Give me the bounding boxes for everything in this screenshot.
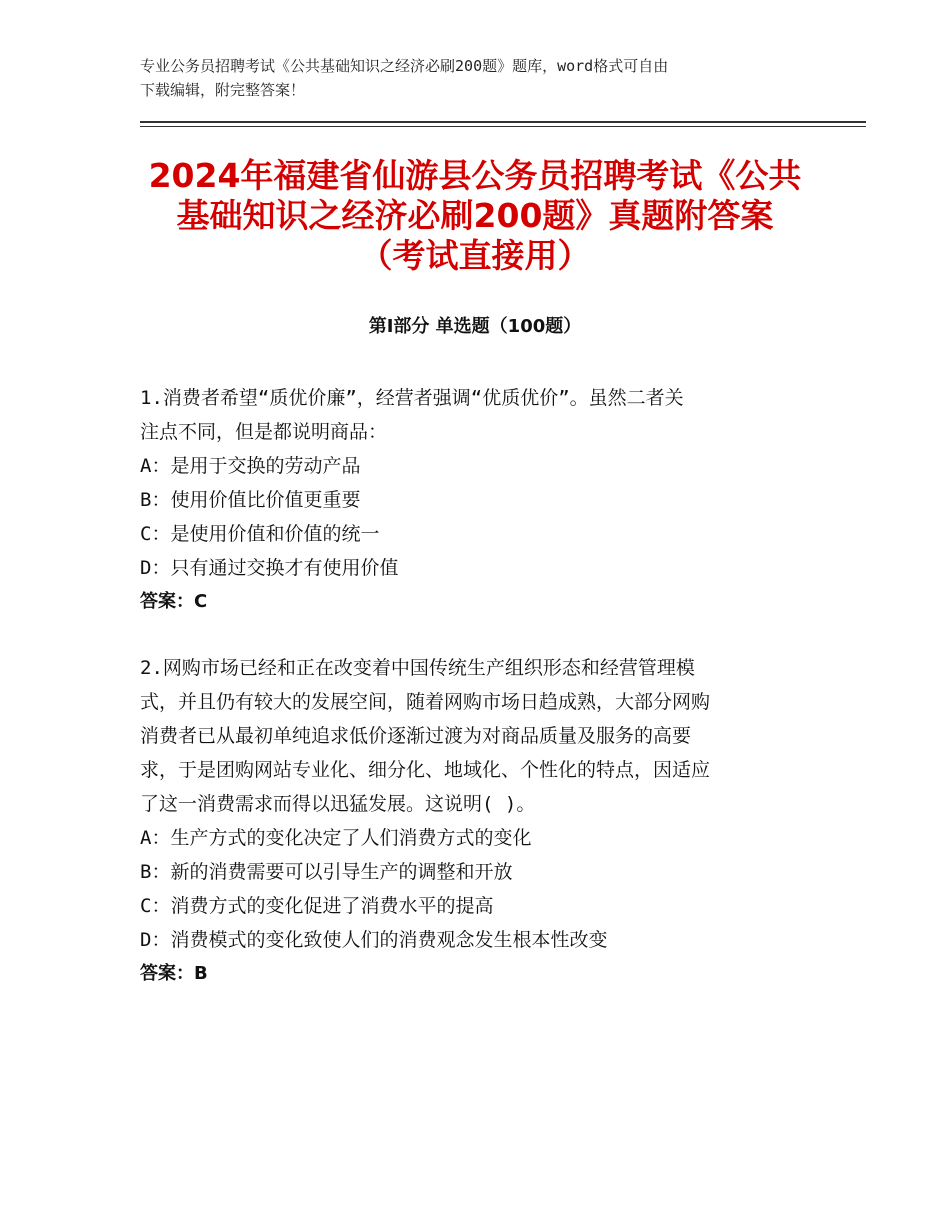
option-c: C：是使用价值和价值的统一 bbox=[140, 523, 380, 545]
option-d: D：消费模式的变化致使人们的消费观念发生根本性改变 bbox=[140, 929, 608, 951]
header-divider-thick bbox=[140, 121, 866, 123]
section-heading: 第Ⅰ部分 单选题（100题） bbox=[368, 316, 582, 337]
title-line-3: （考试直接用） bbox=[359, 236, 591, 275]
header-divider-thin bbox=[140, 126, 866, 127]
option-c: C：消费方式的变化促进了消费水平的提高 bbox=[140, 895, 494, 917]
option-b: B：新的消费需要可以引导生产的调整和开放 bbox=[140, 861, 513, 883]
title-line-1: 2024年福建省仙游县公务员招聘考试《公共 bbox=[148, 156, 802, 195]
title-line-2: 基础知识之经济必刷200题》真题附答案 bbox=[176, 196, 774, 235]
question-stem-line: 2.网购市场已经和正在改变着中国传统生产组织形态和经营管理模 bbox=[140, 657, 695, 679]
document-title bbox=[100, 156, 850, 276]
question-stem-line: 1.消费者希望“质优价廉”，经营者强调“优质优价”。虽然二者关 bbox=[140, 387, 684, 409]
document-header-note bbox=[140, 54, 820, 102]
header-note-line-2: 下载编辑，附完整答案！ bbox=[140, 81, 306, 99]
question-stem-line: 了这一消费需求而得以迅猛发展。这说明( )。 bbox=[140, 793, 536, 815]
question-1 bbox=[140, 381, 840, 619]
option-b: B：使用价值比价值更重要 bbox=[140, 489, 361, 511]
question-stem-line: 式，并且仍有较大的发展空间，随着网购市场日趋成熟，大部分网购 bbox=[140, 691, 711, 713]
question-stem-line: 注点不同，但是都说明商品： bbox=[140, 421, 388, 443]
question-2 bbox=[140, 651, 840, 991]
header-note-line-1: 专业公务员招聘考试《公共基础知识之经济必刷200题》题库，word格式可自由 bbox=[140, 57, 669, 75]
option-a: A：是用于交换的劳动产品 bbox=[140, 455, 361, 477]
option-d: D：只有通过交换才有使用价值 bbox=[140, 557, 399, 579]
answer-label: 答案：C bbox=[140, 591, 208, 612]
answer-label: 答案：B bbox=[140, 963, 208, 984]
question-stem-line: 消费者已从最初单纯追求低价逐渐过渡为对商品质量及服务的高要 bbox=[140, 725, 692, 747]
question-stem-line: 求，于是团购网站专业化、细分化、地域化、个性化的特点，因适应 bbox=[140, 759, 711, 781]
option-a: A：生产方式的变化决定了人们消费方式的变化 bbox=[140, 827, 532, 849]
